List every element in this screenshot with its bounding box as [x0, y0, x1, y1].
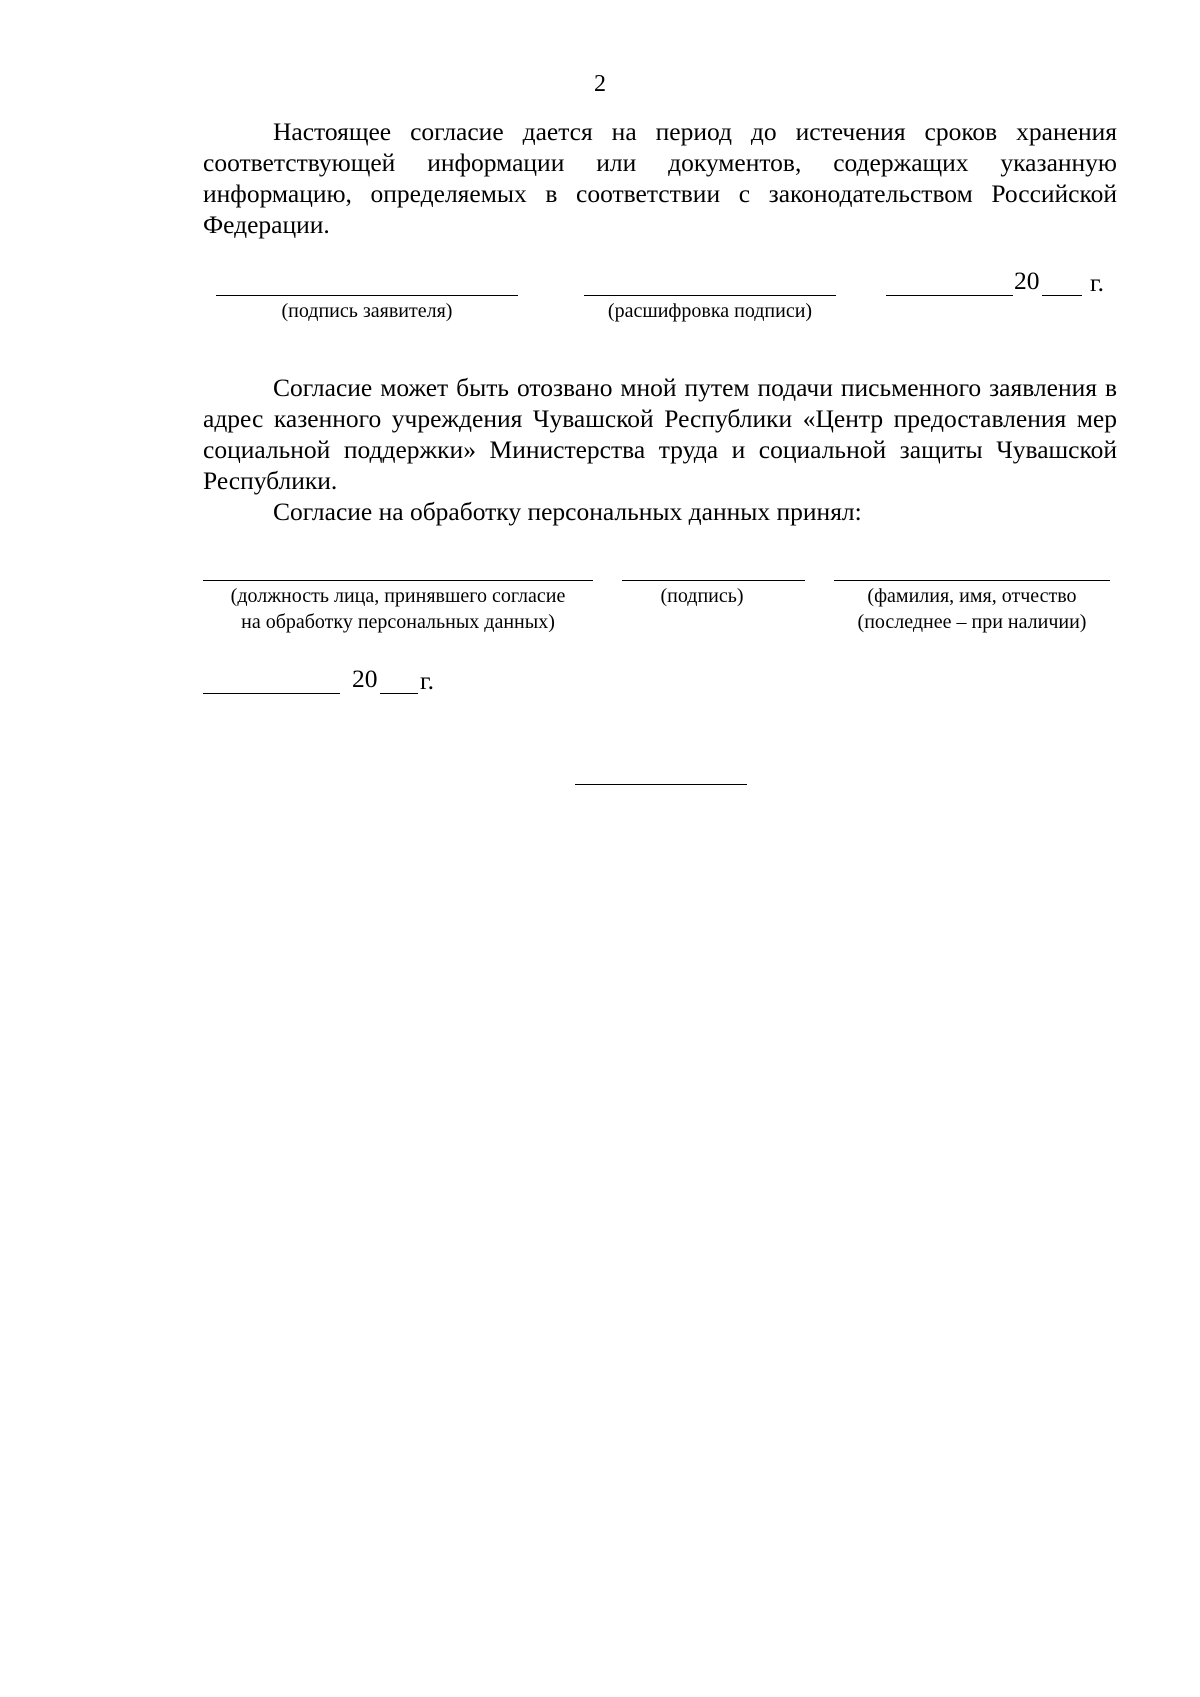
- date-day-month-line-1: [886, 295, 1013, 296]
- date-suffix-1: г.: [1090, 268, 1104, 297]
- accepting-person-name-line: [834, 580, 1110, 581]
- name-caption-line-1: (фамилия, имя, отчество: [867, 585, 1077, 607]
- consent-revocation-paragraph: Согласие может быть отозвано мной путем подачи письменного заявления в адрес казенного учреждения Чувашской Республики «Центр предоставления мер социальной поддержки» Министерства труда и социальной защиты Чувашской Республики.: [203, 373, 1117, 495]
- position-caption-line-1: (должность лица, принявшего согласие: [230, 585, 566, 607]
- applicant-signature-caption: (подпись заявителя): [281, 300, 453, 322]
- date-year-prefix-2: 20: [352, 664, 378, 693]
- date-suffix-2: г.: [420, 666, 434, 695]
- date-year-prefix-1: 20: [1014, 266, 1040, 295]
- position-caption-line-2: на обработку персональных данных): [241, 611, 555, 633]
- signature-decoding-caption: (расшифровка подписи): [607, 300, 813, 322]
- closing-separator-line: [575, 784, 747, 785]
- consent-period-paragraph: Настоящее согласие дается на период до истечения сроков хранения соответствующей информации или документов, содержащих указанную информацию, определяемых в соответствии с законодательством Российской Федерации.: [203, 117, 1117, 239]
- date-year-line-2: [380, 693, 418, 694]
- page-number: 2: [594, 71, 606, 97]
- date-year-line-1: [1042, 295, 1082, 296]
- consent-accepted-paragraph: Согласие на обработку персональных данных принял:: [273, 497, 862, 526]
- accepting-person-signature-line: [622, 580, 805, 581]
- name-caption-line-2: (последнее – при наличии): [857, 611, 1087, 633]
- date-day-month-line-2: [203, 693, 340, 694]
- accepting-person-position-line: [203, 580, 593, 581]
- signature-caption: (подпись): [660, 585, 744, 607]
- applicant-signature-line: [216, 295, 518, 296]
- signature-decoding-line: [584, 295, 836, 296]
